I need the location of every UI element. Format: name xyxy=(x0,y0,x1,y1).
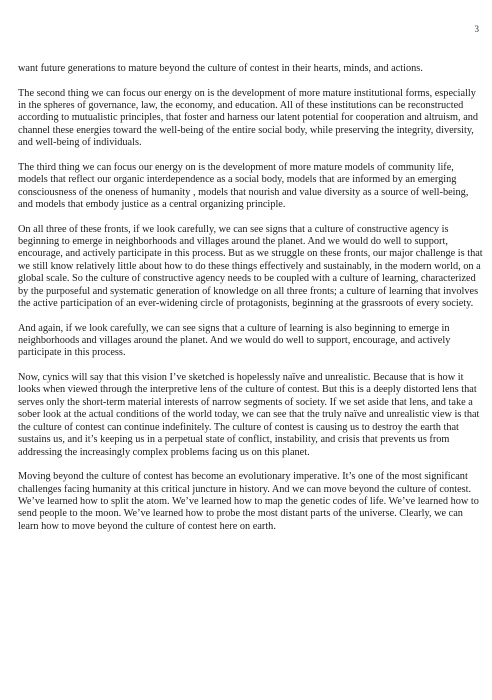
paragraph-3: The third thing we can focus our energy on is the development of more mature models of community life, models that reflect our organic interdependence as a social body, models that are informed by an emerging consciousness of the oneness of humanity , models that nourish and value diversity as a source of well-being, and models that embody justice as a central organizing principle. xyxy=(18,161,469,211)
page-number: 3 xyxy=(474,24,479,34)
paragraph-4: On all three of these fronts, if we look carefully, we can see signs that a culture of constructive agency is beginning to emerge in neighborhoods and villages around the planet. And we would do well to support, encourage, and actively participate in this process. But as we struggle on these fronts, our major challenge is that we still know relatively little about how to do these things effectively and sustainably, in the modern world, on a global scale. So the culture of constructive agency needs to be coupled with a culture of learning, characterized by the purposeful and systematic generation of knowledge on all three fronts; a culture of learning that involves the active participation of an ever-widening circle of protagonists, beginning at the grassroots of every society. xyxy=(18,223,483,310)
paragraph-1: want future generations to mature beyond the culture of contest in their hearts, minds, and actions. xyxy=(18,63,423,74)
document-body xyxy=(18,63,484,545)
paragraph-5: And again, if we look carefully, we can see signs that a culture of learning is also beginning to emerge in neighborhoods and villages around the planet. And we would do well to support, encourage, and actively participate in this process. xyxy=(18,322,451,359)
paragraph-2: The second thing we can focus our energy on is the development of more mature institutional forms, especially in the spheres of governance, law, the economy, and education. All of these institutions can be reconstructed according to mutualistic principles, that foster and harness our latent potential for cooperation and altruism, and channel these energies toward the well-being of the entire social body, while preserving the integrity, diversity, and well-being of individuals. xyxy=(18,87,479,149)
paragraph-6: Now, cynics will say that this vision I’ve sketched is hopelessly naïve and unrealistic. Because that is how it looks when viewed through the interpretive lens of the culture of contest. But this is a deeply distorted lens that serves only the short-term material interests of narrow segments of society. If we set aside that lens, and take a sober look at the actual conditions of the world today, we can see that the truly naïve and unrealistic view is that the culture of contest can continue indefinitely. The culture of contest is causing us to destroy the earth that sustains us, and it’s keeping us in a perpetual state of conflict, instability, and crisis that prevents us from addressing the increasingly complex problems facing us on this planet. xyxy=(18,372,480,458)
paragraph-7: Moving beyond the culture of contest has become an evolutionary imperative. It’s one of the most significant challenges facing humanity at this critical juncture in history. And we can move beyond the culture of contest. We’ve learned how to split the atom. We’ve learned how to map the genetic codes of life. We’ve learned how to send people to the moon. We’ve learned how to probe the most distant parts of the universe. Clearly, we can learn how to move beyond the culture of contest here on earth. xyxy=(18,471,479,532)
